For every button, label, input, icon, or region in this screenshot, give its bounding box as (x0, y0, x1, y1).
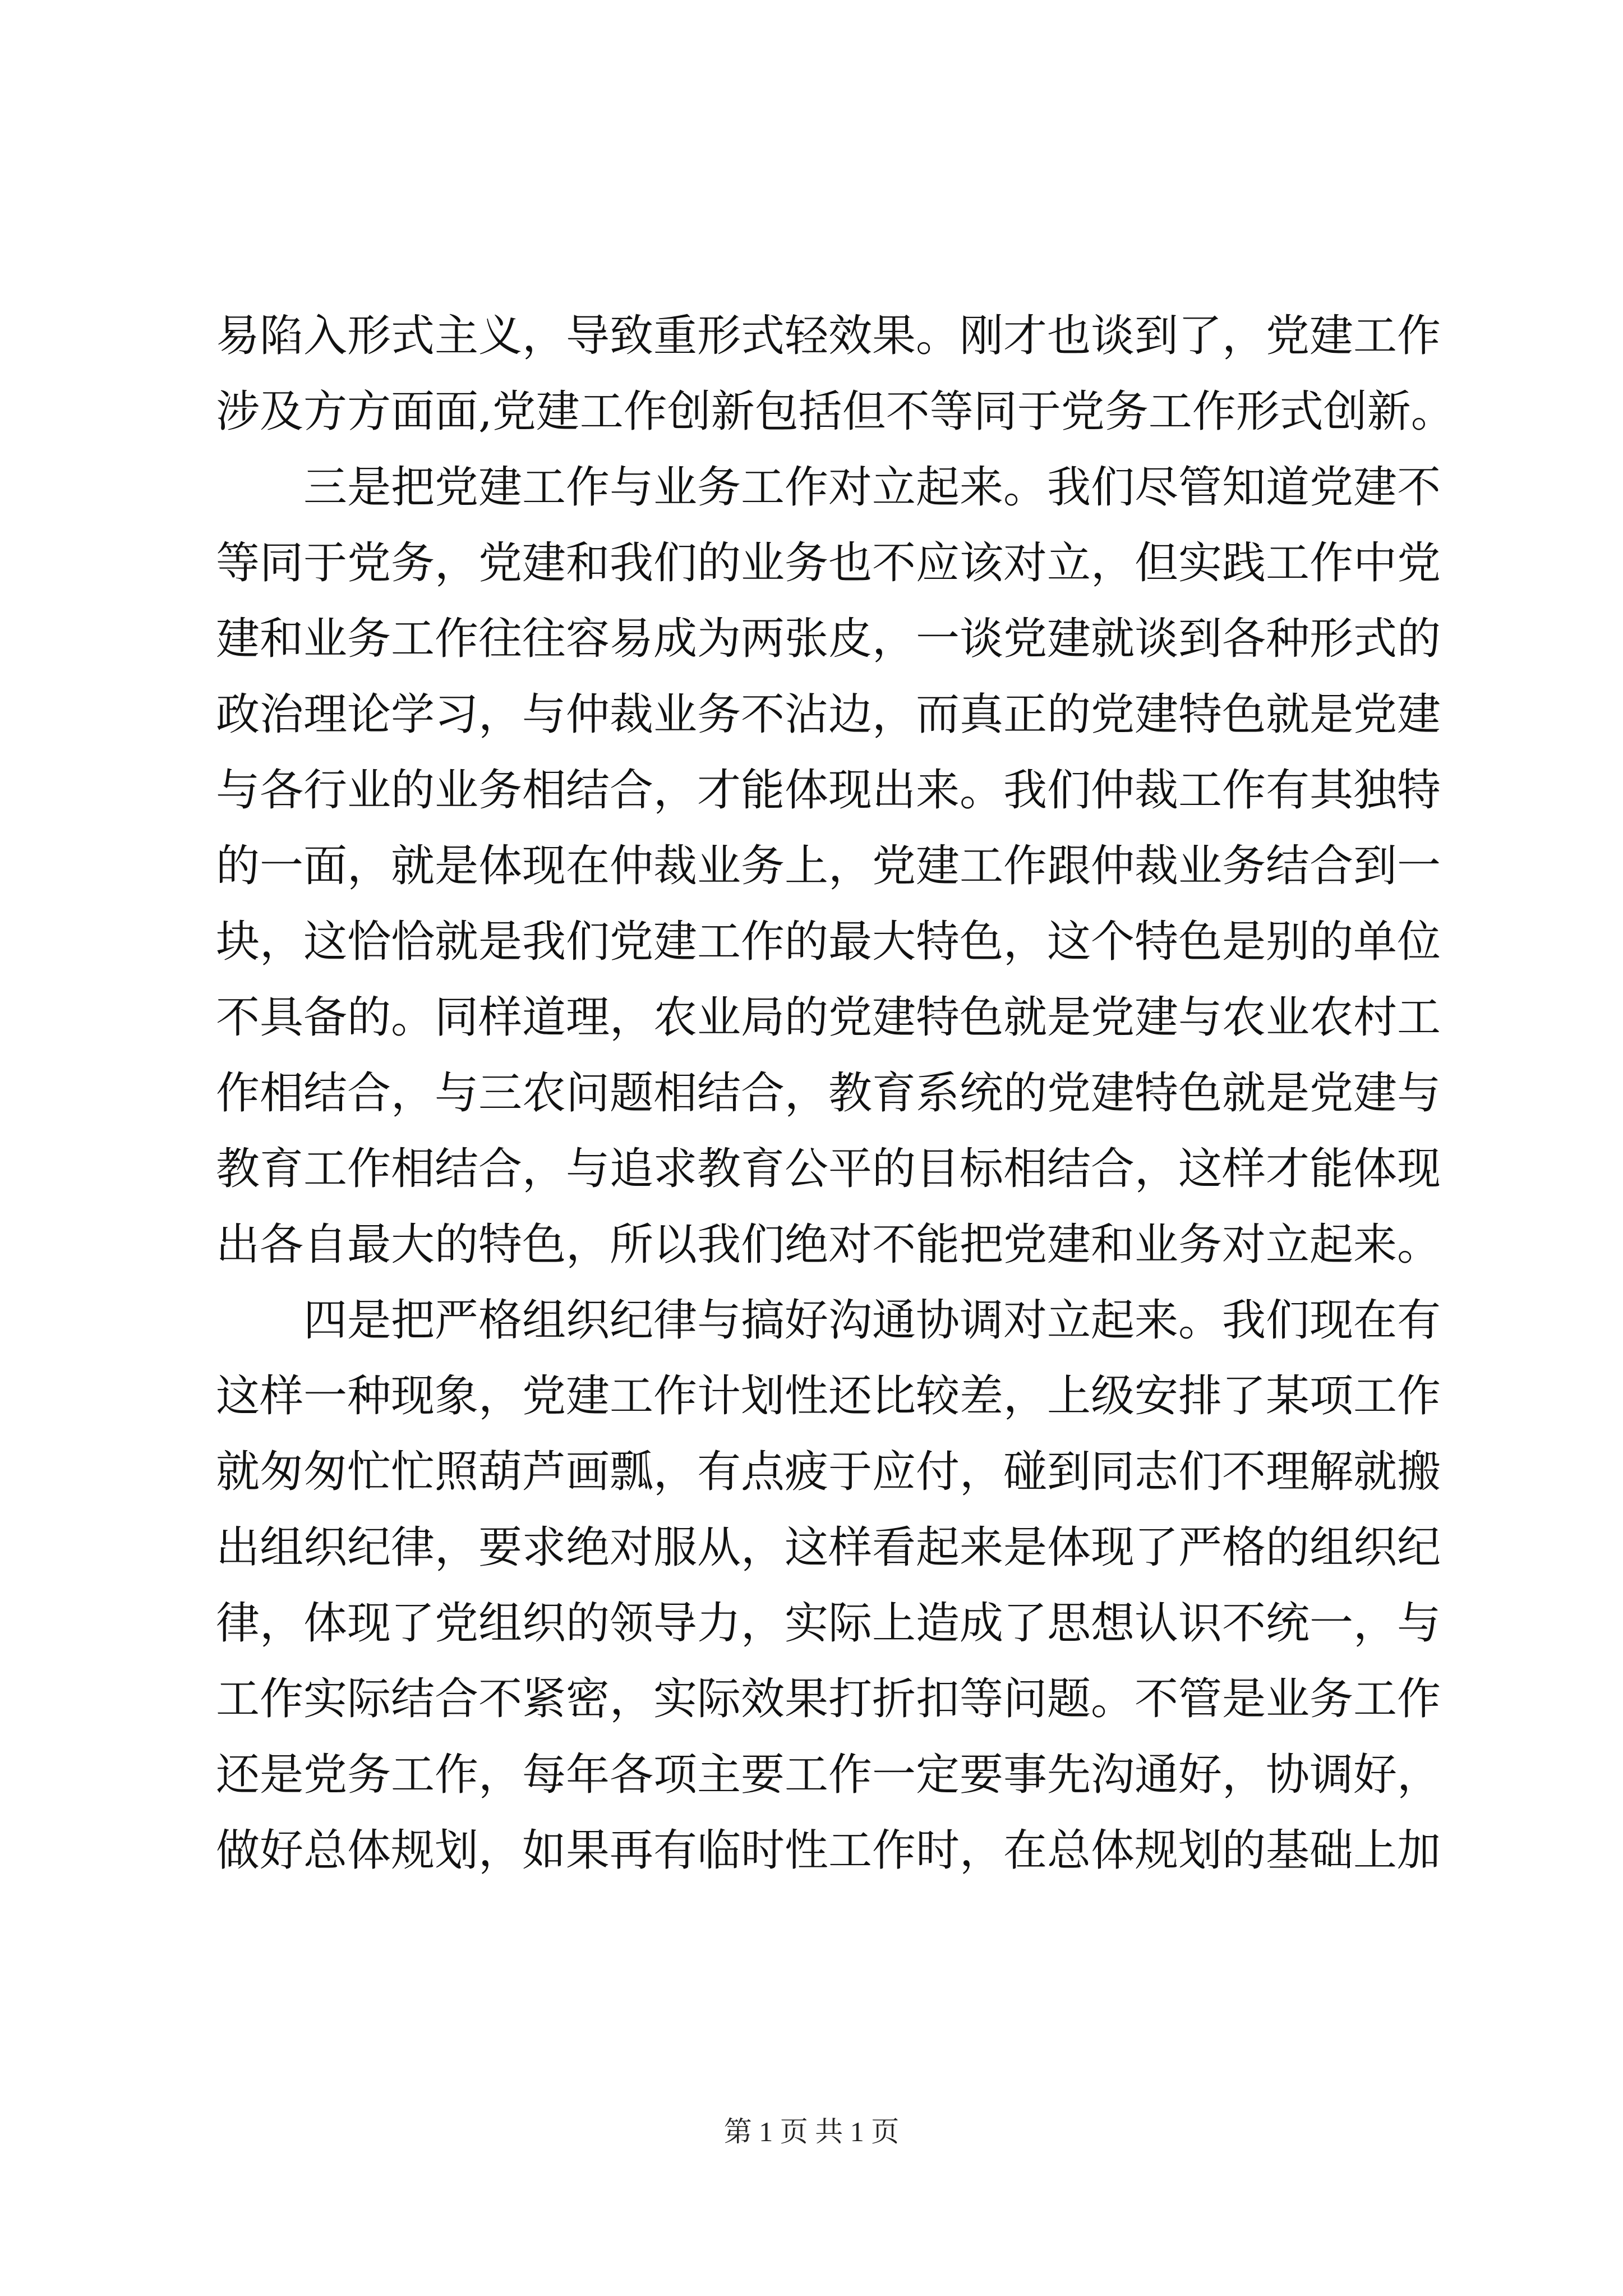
text-line: 作相结合，与三农问题相结合，教育系统的党建特色就是党建与 (216, 1068, 1441, 1119)
paragraph-start-line: 三是把党建工作与业务工作对立起来。我们尽管知道党建不 (303, 462, 1441, 513)
text-line: 与各行业的业务相结合，才能体现出来。我们仲裁工作有其独特 (216, 765, 1441, 816)
paragraph-start-line: 四是把严格组织纪律与搞好沟通协调对立起来。我们现在有 (303, 1295, 1441, 1346)
text-line: 出组织纪律，要求绝对服从，这样看起来是体现了严格的组织纪 (216, 1522, 1441, 1573)
page-number: 第 1 页 共 1 页 (723, 2116, 900, 2147)
text-line: 建和业务工作往往容易成为两张皮，一谈党建就谈到各种形式的 (216, 614, 1441, 664)
text-line: 律，体现了党组织的领导力，实际上造成了思想认识不统一，与 (216, 1598, 1441, 1649)
text-line: 教育工作相结合，与追求教育公平的目标相结合，这样才能体现 (216, 1144, 1441, 1194)
text-line: 块，这恰恰就是我们党建工作的最大特色，这个特色是别的单位 (216, 917, 1441, 967)
text-line: 做好总体规划，如果再有临时性工作时，在总体规划的基础上加 (216, 1825, 1441, 1876)
text-line: 政治理论学习，与仲裁业务不沾边，而真正的党建特色就是党建 (216, 689, 1441, 740)
text-line: 涉及方方面面,党建工作创新包括但不等同于党务工作形式创新。 (216, 386, 1455, 437)
page-footer (0, 2115, 1623, 2148)
text-line: 这样一种现象，党建工作计划性还比较差，上级安排了某项工作 (216, 1371, 1441, 1421)
body-text (216, 298, 1455, 1889)
text-line: 还是党务工作，每年各项主要工作一定要事先沟通好，协调好， (216, 1750, 1441, 1800)
text-line: 出各自最大的特色，所以我们绝对不能把党建和业务对立起来。 (216, 1220, 1441, 1270)
text-line: 的一面，就是体现在仲裁业务上，党建工作跟仲裁业务结合到一 (216, 841, 1441, 891)
text-line: 等同于党务，党建和我们的业务也不应该对立，但实践工作中党 (216, 538, 1441, 588)
text-line: 易陷入形式主义，导致重形式轻效果。刚才也谈到了，党建工作 (216, 311, 1441, 361)
text-line: 不具备的。同样道理，农业局的党建特色就是党建与农业农村工 (216, 992, 1441, 1043)
text-line: 工作实际结合不紧密，实际效果打折扣等问题。不管是业务工作 (216, 1674, 1441, 1724)
text-line: 就匆匆忙忙照葫芦画瓢，有点疲于应付，碰到同志们不理解就搬 (216, 1447, 1441, 1497)
